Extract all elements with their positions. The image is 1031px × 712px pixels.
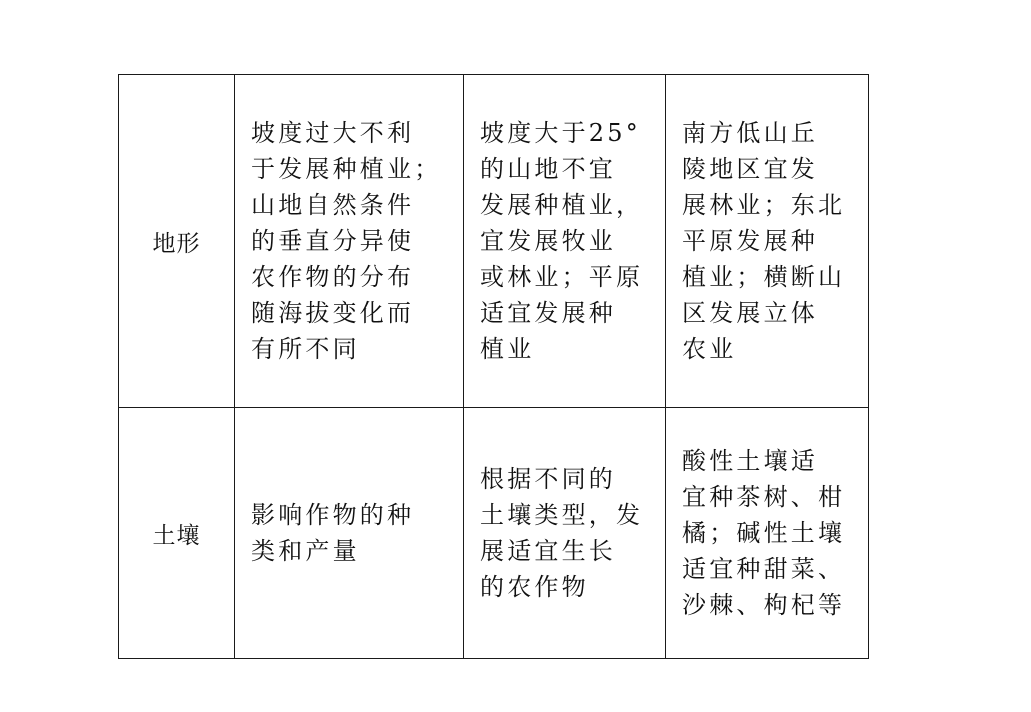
text-line: 影响作物的种 [251,501,415,529]
soil-strategy-cell [464,408,666,659]
text-line: 农作物的分布 [251,263,415,291]
text-line: 展林业；东北 [682,191,846,219]
table-row-terrain [119,75,869,408]
text-line: 于发展种植业； [251,155,442,183]
soil-example-cell [666,408,869,659]
row-label-terrain: 地形 [119,75,235,408]
text-line: 适宜发展种 [480,299,616,327]
terrain-strategy-cell [464,75,666,408]
text-line: 陵地区宜发 [682,155,818,183]
text-line: 的农作物 [480,573,589,601]
text-line: 南方低山丘 [682,119,818,147]
text-line: 的垂直分异使 [251,227,415,255]
terrain-impact-cell [235,75,464,408]
text-line: 发展种植业， [480,191,644,219]
text-line: 土壤类型，发 [480,501,644,529]
row-label-soil: 土壤 [119,408,235,659]
text-line: 的山地不宜 [480,155,616,183]
text-line: 适宜种甜菜、 [682,555,846,583]
text-line: 沙棘、枸杞等 [682,591,846,619]
table-row-soil [119,408,869,659]
text-line: 农业 [682,335,737,363]
text-line: 坡度大于25° [480,119,641,147]
text-line: 根据不同的 [480,465,616,493]
text-line: 平原发展种 [682,227,818,255]
text-line: 植业 [480,335,535,363]
text-line: 坡度过大不利 [251,119,415,147]
text-line: 区发展立体 [682,299,818,327]
text-line: 山地自然条件 [251,191,415,219]
text-line: 宜发展牧业 [480,227,616,255]
text-line: 橘；碱性土壤 [682,519,846,547]
text-line: 有所不同 [251,335,360,363]
terrain-example-cell [666,75,869,408]
text-line: 展适宜生长 [480,537,616,565]
text-line: 类和产量 [251,537,360,565]
text-line: 或林业；平原 [480,263,644,291]
soil-impact-cell [235,408,464,659]
text-line: 随海拔变化而 [251,299,415,327]
text-line: 宜种茶树、柑 [682,483,846,511]
geography-table [118,74,869,659]
text-line: 酸性土壤适 [682,447,818,475]
text-line: 植业；横断山 [682,263,846,291]
